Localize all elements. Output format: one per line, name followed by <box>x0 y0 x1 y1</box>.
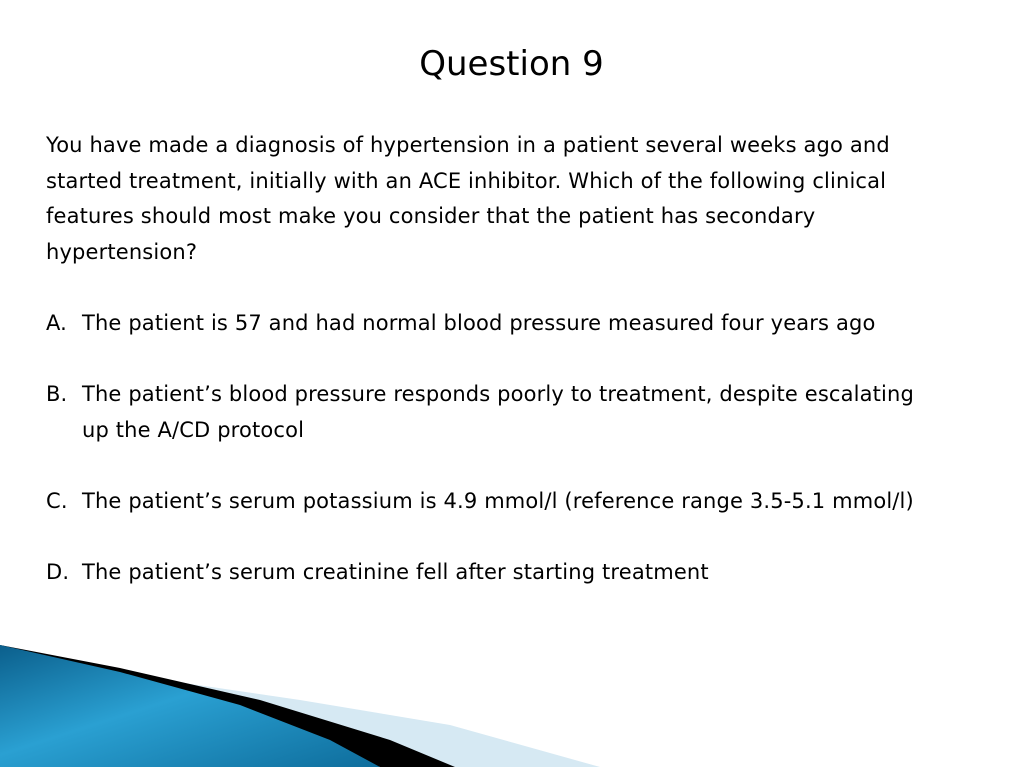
option-line: The patient’s blood pressure responds poorly to treatment, despite escalating <box>82 382 914 406</box>
option-letter: C. <box>46 489 68 513</box>
stem-line: hypertension? <box>46 239 198 264</box>
stem-line: You have made a diagnosis of hypertension in a patient several weeks ago and <box>46 133 890 157</box>
option-line: The patient’s serum potassium is 4.9 mmol/l (reference range 3.5-5.1 mmol/l) <box>82 489 914 513</box>
stem-line: started treatment, initially with an ACE inhibitor. Which of the following clinical <box>46 168 887 193</box>
stem-line: features should most make you consider that the patient has secondary <box>46 204 816 228</box>
slide-title: Question 9 <box>419 44 604 84</box>
option-line: The patient’s serum creatinine fell after starting treatment <box>82 560 709 584</box>
option-letter: A. <box>46 311 67 335</box>
option-line: up the A/CD protocol <box>82 417 305 442</box>
option-line: The patient is 57 and had normal blood pressure measured four years ago <box>82 311 876 335</box>
option-letter: B. <box>46 382 68 406</box>
option-letter: D. <box>46 560 70 584</box>
